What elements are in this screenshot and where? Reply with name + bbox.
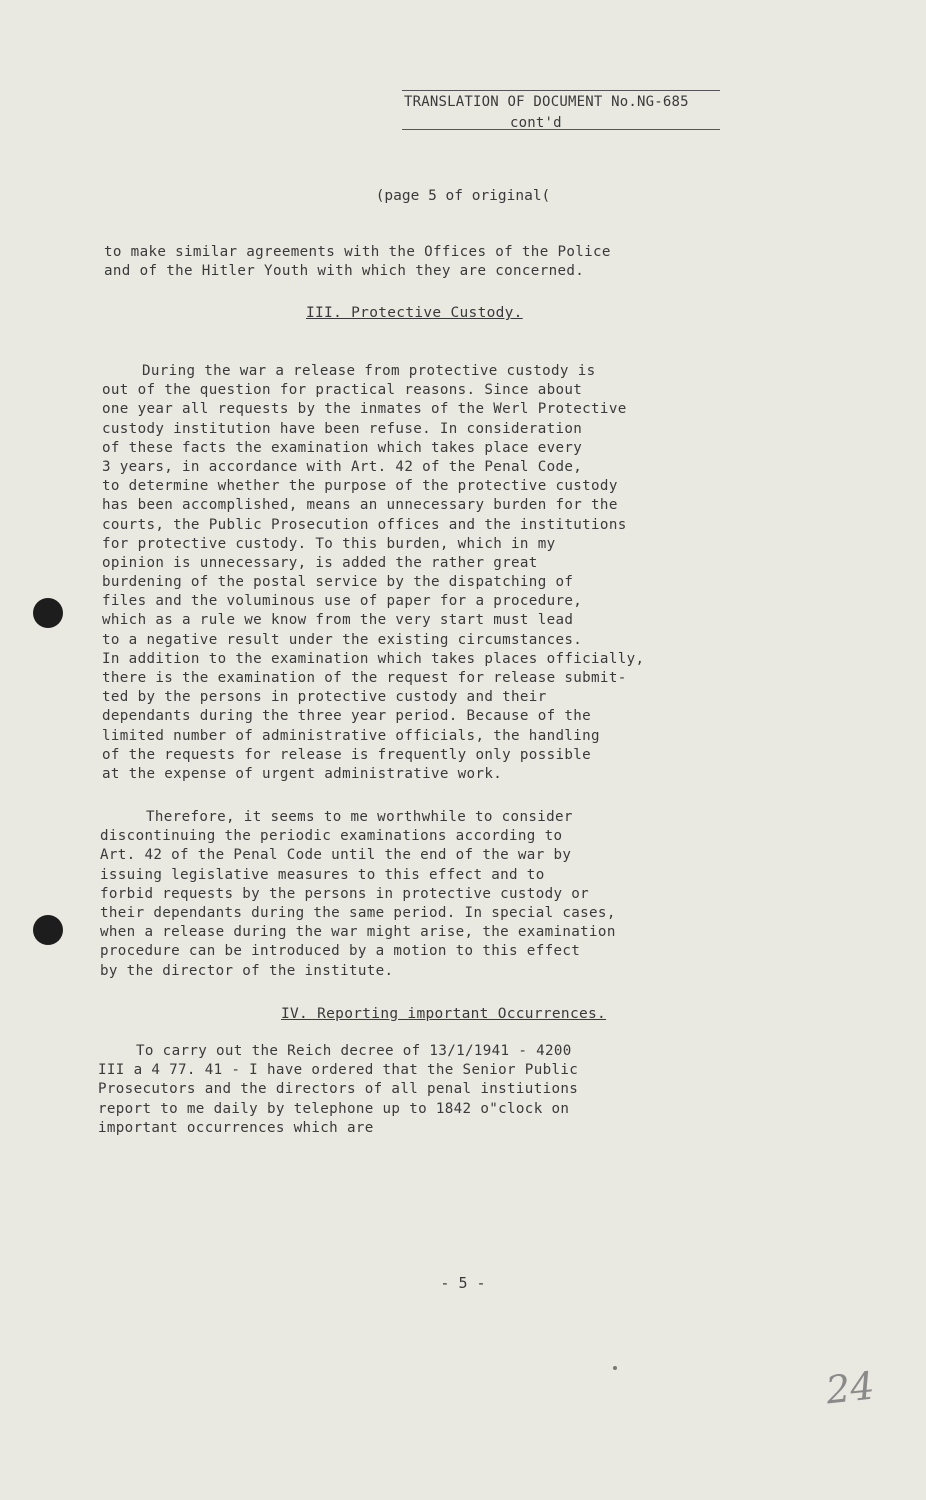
- text-line: out of the question for practical reasons. Since about: [102, 382, 583, 399]
- text-line: courts, the Public Prosecution offices and the institutions: [102, 516, 627, 533]
- text-line: when a release during the war might arise, the examination: [100, 924, 616, 941]
- header-top-rule: [402, 90, 720, 91]
- ink-speck: [613, 1366, 617, 1370]
- text-line: Prosecutors and the directors of all penal instiutions: [98, 1081, 579, 1098]
- document-subtitle: cont'd: [510, 115, 562, 131]
- text-line: In addition to the examination which takes places officially,: [102, 650, 645, 667]
- text-line: files and the voluminous use of paper for a procedure,: [102, 593, 583, 610]
- text-line: their dependants during the same period. In special cases,: [100, 904, 616, 921]
- punch-hole-lower: [33, 915, 63, 945]
- text-line: ted by the persons in protective custody and their: [102, 689, 547, 706]
- section-heading-protective-custody: III. Protective Custody.: [306, 305, 523, 321]
- text-line: for protective custody. To this burden, which in my: [102, 535, 556, 552]
- text-line: issuing legislative measures to this effect and to: [100, 866, 545, 883]
- text-line: To carry out the Reich decree of 13/1/1941 - 4200: [136, 1043, 572, 1059]
- reporting-paragraph: [98, 1042, 698, 1138]
- text-line: III a 4 77. 41 - I have ordered that the Senior Public: [98, 1062, 579, 1079]
- text-line: to make similar agreements with the Offices of the Police: [104, 244, 611, 260]
- text-line: there is the examination of the request for release submit-: [102, 670, 627, 686]
- document-title: TRANSLATION OF DOCUMENT No.NG-685: [404, 94, 689, 110]
- text-line: opinion is unnecessary, is added the rather great: [102, 554, 538, 571]
- text-line: Therefore, it seems to me worthwhile to consider: [146, 809, 573, 825]
- text-line: procedure can be introduced by a motion to this effect: [100, 943, 581, 960]
- text-line: at the expense of urgent administrative work.: [102, 765, 503, 782]
- intro-paragraph: [104, 243, 704, 281]
- text-line: and of the Hitler Youth with which they are concerned.: [104, 263, 585, 280]
- text-line: burdening of the postal service by the dispatching of: [102, 574, 574, 591]
- text-line: to determine whether the purpose of the protective custody: [102, 478, 618, 495]
- punch-hole-upper: [33, 598, 63, 628]
- text-line: limited number of administrative officials, the handling: [102, 727, 600, 744]
- text-line: of these facts the examination which takes place every: [102, 439, 583, 456]
- text-line: of the requests for release is frequently only possible: [102, 746, 592, 763]
- header-bottom-rule: [402, 129, 720, 130]
- text-line: dependants during the three year period. Because of the: [102, 708, 592, 725]
- text-line: important occurrences which are: [98, 1119, 374, 1136]
- text-line: Art. 42 of the Penal Code until the end of the war by: [100, 847, 572, 864]
- text-line: 3 years, in accordance with Art. 42 of the Penal Code,: [102, 458, 583, 475]
- section-heading-reporting-occurrences: IV. Reporting important Occurrences.: [281, 1006, 607, 1022]
- handwritten-page-stamp: 24: [823, 1363, 877, 1413]
- text-line: which as a rule we know from the very start must lead: [102, 612, 574, 629]
- text-line: custody institution have been refuse. In consideration: [102, 420, 583, 437]
- page-number: - 5 -: [440, 1274, 486, 1292]
- text-line: report to me daily by telephone up to 1842 o"clock on: [98, 1100, 570, 1117]
- text-line: discontinuing the periodic examinations according to: [100, 828, 563, 845]
- text-line: to a negative result under the existing circumstances.: [102, 631, 583, 648]
- protective-custody-paragraph-2: [100, 808, 700, 981]
- text-line: one year all requests by the inmates of the Werl Protective: [102, 401, 627, 418]
- text-line: has been accomplished, means an unnecessary burden for the: [102, 497, 618, 514]
- protective-custody-paragraph-1: [102, 362, 702, 784]
- text-line: forbid requests by the persons in protective custody or: [100, 885, 590, 902]
- original-page-note: (page 5 of original(: [375, 188, 551, 204]
- text-line: During the war a release from protective custody is: [142, 363, 596, 379]
- text-line: by the director of the institute.: [100, 962, 394, 979]
